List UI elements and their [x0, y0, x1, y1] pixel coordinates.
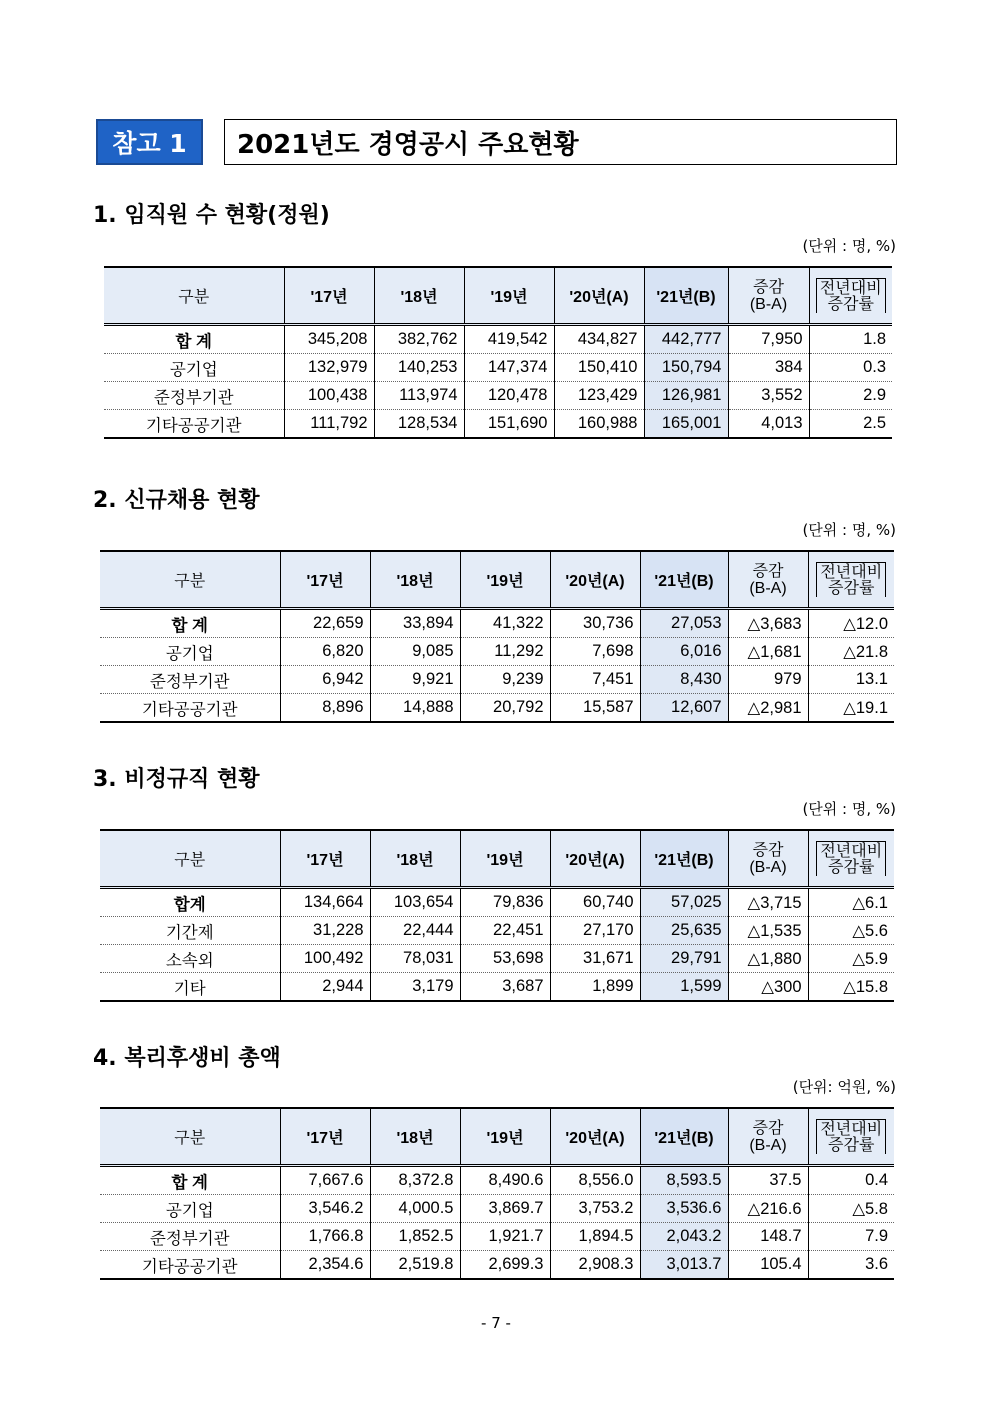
data-table: [104, 266, 892, 439]
column-header-rate: [808, 830, 894, 888]
table-cell: 3,013.7: [640, 1251, 728, 1280]
rate-header-box: [816, 841, 886, 876]
table-cell: 2,944: [280, 973, 370, 1002]
table-cell: 3.6: [808, 1251, 894, 1280]
column-header-line: (B-A): [749, 579, 787, 597]
table-cell: 128,534: [374, 410, 464, 439]
table-cell: 3,536.6: [640, 1195, 728, 1223]
table-cell: 113,974: [374, 382, 464, 410]
table-row: [100, 945, 894, 973]
table-cell: 11,292: [460, 638, 550, 666]
section-title: 1. 임직원 수 현황(정원): [93, 203, 330, 228]
column-header: '20년(A): [550, 1108, 640, 1166]
table-cell: 2,354.6: [280, 1251, 370, 1280]
table-cell: 4,013: [728, 410, 809, 439]
table-cell: 13.1: [808, 666, 894, 694]
row-label: 공기업: [104, 354, 284, 382]
column-header: '19년: [460, 830, 550, 888]
table-cell: 2,043.2: [640, 1223, 728, 1251]
table-cell: 8,430: [640, 666, 728, 694]
table-cell: 8,556.0: [550, 1166, 640, 1195]
table-cell: △3,715: [728, 888, 808, 917]
table-cell: 1,766.8: [280, 1223, 370, 1251]
table-row: [100, 638, 894, 666]
table-cell: 1,899: [550, 973, 640, 1002]
table-cell: 123,429: [554, 382, 644, 410]
data-table: [100, 1107, 894, 1280]
section-title: 2. 신규채용 현황: [93, 488, 260, 513]
table-cell: 3,687: [460, 973, 550, 1002]
rate-header-box: [816, 562, 886, 597]
table-cell: 37.5: [728, 1166, 808, 1195]
column-header: '18년: [370, 1108, 460, 1166]
table-cell: 7,667.6: [280, 1166, 370, 1195]
table-cell: 6,016: [640, 638, 728, 666]
table-row: [104, 354, 892, 382]
unit-label: (단위 : 명, %): [802, 237, 896, 255]
column-header-line: 전년대비: [820, 842, 883, 860]
row-label: 준정부기관: [100, 1223, 280, 1251]
row-label: 합 계: [104, 325, 284, 354]
table-cell: 100,492: [280, 945, 370, 973]
section-title: 3. 비정규직 현황: [93, 767, 260, 792]
table-cell: 165,001: [644, 410, 728, 439]
table-cell: 7,698: [550, 638, 640, 666]
table-cell: 0.3: [809, 354, 892, 382]
row-label: 합계: [100, 888, 280, 917]
table-cell: 29,791: [640, 945, 728, 973]
table-cell: 100,438: [284, 382, 374, 410]
reference-tag: 참고 1: [96, 119, 203, 165]
column-header-line: 증감률: [828, 858, 875, 876]
table-cell: 27,053: [640, 609, 728, 638]
table-row: [100, 1251, 894, 1280]
table-cell: 105.4: [728, 1251, 808, 1280]
table-cell: 22,451: [460, 917, 550, 945]
table-cell: 9,239: [460, 666, 550, 694]
row-label: 소속외: [100, 945, 280, 973]
table-cell: 27,170: [550, 917, 640, 945]
document-title: 2021년도 경영공시 주요현황: [224, 119, 897, 165]
column-header-rate: [809, 267, 892, 325]
column-header-line: 증감: [752, 562, 784, 580]
column-header: '19년: [460, 551, 550, 609]
column-header: '18년: [370, 830, 460, 888]
table-cell: △15.8: [808, 973, 894, 1002]
column-header: '17년: [284, 267, 374, 325]
table-cell: 120,478: [464, 382, 554, 410]
column-header-line: 증감률: [827, 295, 874, 313]
table-row: [104, 410, 892, 439]
table-cell: 2,699.3: [460, 1251, 550, 1280]
table-cell: 6,820: [280, 638, 370, 666]
column-header-change: [728, 1108, 808, 1166]
table-cell: 434,827: [554, 325, 644, 354]
row-label: 기타: [100, 973, 280, 1002]
table-row: [100, 973, 894, 1002]
table-cell: △3,683: [728, 609, 808, 638]
table-cell: 7,451: [550, 666, 640, 694]
table-cell: 31,228: [280, 917, 370, 945]
column-header: '20년(A): [550, 830, 640, 888]
table-cell: 979: [728, 666, 808, 694]
column-header-line: 전년대비: [820, 563, 883, 581]
column-header: '21년(B): [644, 267, 728, 325]
table-row: [100, 917, 894, 945]
column-header-line: (B-A): [749, 295, 788, 313]
column-header: '18년: [374, 267, 464, 325]
table-cell: △5.8: [808, 1195, 894, 1223]
column-header-change: [728, 830, 808, 888]
row-label: 합 계: [100, 609, 280, 638]
column-header: '17년: [280, 551, 370, 609]
table-cell: 419,542: [464, 325, 554, 354]
table-cell: 6,942: [280, 666, 370, 694]
total-row: [100, 1166, 894, 1195]
table-cell: 3,753.2: [550, 1195, 640, 1223]
table-cell: 8,372.8: [370, 1166, 460, 1195]
column-header-line: 증감: [753, 278, 784, 296]
table-cell: 4,000.5: [370, 1195, 460, 1223]
row-label: 준정부기관: [104, 382, 284, 410]
table-cell: 382,762: [374, 325, 464, 354]
column-header-line: (B-A): [749, 858, 787, 876]
column-header: '21년(B): [640, 830, 728, 888]
table-cell: △5.6: [808, 917, 894, 945]
table-row: [100, 1195, 894, 1223]
row-label: 준정부기관: [100, 666, 280, 694]
table-cell: △2,981: [728, 694, 808, 723]
table-cell: 151,690: [464, 410, 554, 439]
column-header: 구분: [100, 830, 280, 888]
table-cell: 126,981: [644, 382, 728, 410]
table-cell: 2.5: [809, 410, 892, 439]
column-header: '20년(A): [554, 267, 644, 325]
table-cell: 140,253: [374, 354, 464, 382]
table-cell: 2.9: [809, 382, 892, 410]
table-header-row: [104, 267, 892, 325]
table-row: [104, 382, 892, 410]
table-cell: 150,410: [554, 354, 644, 382]
table-cell: 7.9: [808, 1223, 894, 1251]
table-cell: △6.1: [808, 888, 894, 917]
row-label: 기타공공기관: [104, 410, 284, 439]
unit-label: (단위: 억원, %): [792, 1078, 896, 1096]
page-number: - 7 -: [481, 1314, 511, 1332]
table-cell: 22,659: [280, 609, 370, 638]
table-cell: 79,836: [460, 888, 550, 917]
table-cell: 53,698: [460, 945, 550, 973]
column-header-line: 증감: [752, 1119, 784, 1137]
data-table: [100, 550, 894, 723]
table-cell: 14,888: [370, 694, 460, 723]
table-cell: 147,374: [464, 354, 554, 382]
table-cell: △21.8: [808, 638, 894, 666]
table-cell: 30,736: [550, 609, 640, 638]
table-cell: △19.1: [808, 694, 894, 723]
column-header: '19년: [464, 267, 554, 325]
table-cell: 1,921.7: [460, 1223, 550, 1251]
table-cell: △5.9: [808, 945, 894, 973]
unit-label: (단위 : 명, %): [802, 521, 896, 539]
column-header-line: 증감률: [828, 1136, 875, 1154]
table-cell: △300: [728, 973, 808, 1002]
table-cell: 345,208: [284, 325, 374, 354]
table-cell: 2,908.3: [550, 1251, 640, 1280]
table-cell: 20,792: [460, 694, 550, 723]
table-cell: 0.4: [808, 1166, 894, 1195]
column-header-line: 전년대비: [820, 1120, 883, 1138]
table-cell: 25,635: [640, 917, 728, 945]
table-cell: △12.0: [808, 609, 894, 638]
table-cell: 8,490.6: [460, 1166, 550, 1195]
table-cell: 148.7: [728, 1223, 808, 1251]
row-label: 공기업: [100, 638, 280, 666]
table-cell: 1,599: [640, 973, 728, 1002]
table-cell: 3,546.2: [280, 1195, 370, 1223]
section-title: 4. 복리후생비 총액: [93, 1046, 281, 1071]
table-row: [100, 1223, 894, 1251]
table-cell: 1,852.5: [370, 1223, 460, 1251]
column-header-change: [728, 267, 809, 325]
table-cell: △216.6: [728, 1195, 808, 1223]
column-header: '17년: [280, 1108, 370, 1166]
column-header-line: 증감률: [828, 579, 875, 597]
table-cell: 132,979: [284, 354, 374, 382]
table-row: [100, 666, 894, 694]
column-header: 구분: [100, 1108, 280, 1166]
table-cell: △1,535: [728, 917, 808, 945]
table-cell: 2,519.8: [370, 1251, 460, 1280]
column-header: '18년: [370, 551, 460, 609]
table-cell: 7,950: [728, 325, 809, 354]
data-table: [100, 829, 894, 1002]
table-cell: △1,880: [728, 945, 808, 973]
table-cell: 8,593.5: [640, 1166, 728, 1195]
table-header-row: [100, 1108, 894, 1166]
document-header: [96, 119, 897, 165]
total-row: [100, 888, 894, 917]
column-header-rate: [808, 1108, 894, 1166]
column-header: 구분: [104, 267, 284, 325]
table-cell: 78,031: [370, 945, 460, 973]
row-label: 기타공공기관: [100, 694, 280, 723]
table-header-row: [100, 830, 894, 888]
table-cell: 442,777: [644, 325, 728, 354]
column-header-change: [728, 551, 808, 609]
table-cell: 1.8: [809, 325, 892, 354]
table-cell: 9,921: [370, 666, 460, 694]
column-header: 구분: [100, 551, 280, 609]
table-cell: 1,894.5: [550, 1223, 640, 1251]
row-label: 기간제: [100, 917, 280, 945]
table-cell: 8,896: [280, 694, 370, 723]
table-cell: 60,740: [550, 888, 640, 917]
total-row: [100, 609, 894, 638]
table-cell: 31,671: [550, 945, 640, 973]
column-header-line: 전년대비: [819, 279, 882, 297]
rate-header-box: [816, 1119, 886, 1154]
column-header: '21년(B): [640, 551, 728, 609]
table-cell: 134,664: [280, 888, 370, 917]
table-cell: 15,587: [550, 694, 640, 723]
row-label: 합 계: [100, 1166, 280, 1195]
table-cell: 3,179: [370, 973, 460, 1002]
table-cell: 384: [728, 354, 809, 382]
column-header-line: 증감: [752, 841, 784, 859]
column-header: '21년(B): [640, 1108, 728, 1166]
table-cell: 9,085: [370, 638, 460, 666]
table-cell: 3,869.7: [460, 1195, 550, 1223]
column-header-line: (B-A): [749, 1136, 787, 1154]
table-cell: 57,025: [640, 888, 728, 917]
table-cell: 111,792: [284, 410, 374, 439]
table-cell: 103,654: [370, 888, 460, 917]
total-row: [104, 325, 892, 354]
column-header: '17년: [280, 830, 370, 888]
table-row: [100, 694, 894, 723]
table-header-row: [100, 551, 894, 609]
rate-header-box: [816, 278, 886, 313]
table-cell: 22,444: [370, 917, 460, 945]
table-cell: 41,322: [460, 609, 550, 638]
table-cell: 3,552: [728, 382, 809, 410]
table-cell: 160,988: [554, 410, 644, 439]
column-header: '19년: [460, 1108, 550, 1166]
row-label: 공기업: [100, 1195, 280, 1223]
table-cell: 150,794: [644, 354, 728, 382]
column-header-rate: [808, 551, 894, 609]
table-cell: 12,607: [640, 694, 728, 723]
unit-label: (단위 : 명, %): [802, 800, 896, 818]
table-cell: 33,894: [370, 609, 460, 638]
table-cell: △1,681: [728, 638, 808, 666]
row-label: 기타공공기관: [100, 1251, 280, 1280]
column-header: '20년(A): [550, 551, 640, 609]
